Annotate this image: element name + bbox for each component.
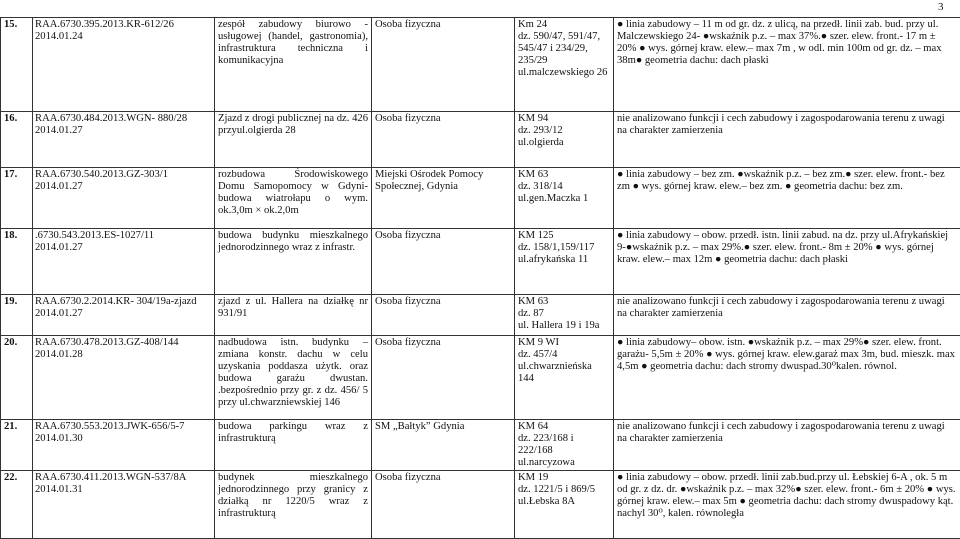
conditions-notes-line: ● linia zabudowy – obow. przedł. istn. linii zabud. na dz. przy ul.Afrykańskiej 9-●wskaźnik p.z. – max 29%.● szer. elew. front.- 8m ± 20% ● wys. górnej kraw. elew.– max 12m ● geometria dachu: dach płaski [617,230,957,266]
case-reference-line: 2014.01.30 [35,433,211,445]
location [515,112,614,168]
location-line: ul.chwarznieńska 144 [518,361,610,385]
location-line: ul.olgierda [518,137,610,149]
location-line: KM 94 [518,113,610,125]
conditions-notes [614,295,960,336]
applicant-line: Osoba fizyczna [375,337,511,349]
investment-description-line: zjazd z ul. Hallera na działkę nr 931/91 [218,296,368,320]
location [515,168,614,229]
investment-description [215,336,372,420]
applicant-line: Miejski Ośrodek Pomocy Społecznej, Gdynia [375,169,511,193]
applicant-line: Osoba fizyczna [375,113,511,125]
location-line: ul.gen.Maczka 1 [518,193,610,205]
page-number: 3 [938,1,944,13]
row-number [1,420,33,471]
location-line: KM 9 WI [518,337,610,349]
investment-description [215,420,372,471]
location-line: ul.Łebska 8A [518,496,610,508]
location-line: dz. 590/47, 591/47, 545/47 i 234/29, 235/29 [518,31,610,67]
applicant-line: SM „Bałtyk” Gdynia [375,421,511,433]
conditions-notes-line: ● linia zabudowy– obow. istn. ●wskaźnik p.z. – max 29%● szer. elew. front. garażu- 5,5m ± 20% ● wys. górnej kraw. elew.garaż max 3m, bud. mieszk. max 4,5m ● geometria dachu: dach stromy dwuspad.30⁰kalen. równol. [617,337,957,373]
decisions-table [0,17,960,539]
case-reference [33,168,215,229]
case-reference-line: RAA.6730.484.2013.WGN- 880/28 [35,113,211,125]
case-reference [33,112,215,168]
location-line: KM 19 [518,472,610,484]
location-line: ul. Hallera 19 i 19a [518,320,610,332]
case-reference-line: 2014.01.31 [35,484,211,496]
applicant [372,420,515,471]
case-reference [33,336,215,420]
location-line: dz. 87 [518,308,610,320]
location-line: dz. 223/168 i 222/168 [518,433,610,457]
location [515,336,614,420]
location-line: dz. 158/1,159/117 [518,242,610,254]
case-reference-line: RAA.6730.478.2013.GZ-408/144 [35,337,211,349]
conditions-notes-line: ● linia zabudowy – obow. przedł. linii zab.bud.przy ul. Łebskiej 6-A , ok. 5 m od gr. z dz. dr. ●wskaźnik p.z. – max 32%● szer. elew. front.- 6m ± 20% ● wys. górnej kraw. elew.– max 5m ● geometria dachu: dach stromy dwuspadowy kąt. nachyl 30⁰, kalen. równoległa [617,472,957,520]
table-row [1,336,960,420]
location [515,420,614,471]
row-number-line: 19. [4,296,29,308]
row-number-line: 21. [4,421,29,433]
location [515,18,614,112]
case-reference [33,420,215,471]
location-line: ul.afrykańska 11 [518,254,610,266]
case-reference [33,229,215,295]
case-reference [33,295,215,336]
conditions-notes [614,420,960,471]
location [515,295,614,336]
row-number-line: 18. [4,230,29,242]
conditions-notes-line: ● linia zabudowy – 11 m od gr. dz. z ulicą, na przedł. linii zab. bud. przy ul. Malczewskiego 24- ●wskaźnik p.z. – max 37%.● szer. elew. front.- 17 m ± 20% ● wys. górnej kraw. elew.– max 7m , w odl. min 100m od gr. dz. – max 38m● geometria dachu: dach płaski [617,19,957,67]
case-reference-line: 2014.01.27 [35,308,211,320]
applicant [372,168,515,229]
row-number-line: 20. [4,337,29,349]
investment-description [215,112,372,168]
conditions-notes [614,336,960,420]
table-row [1,229,960,295]
case-reference-line: RAA.6730.553.2013.JWK-656/5-7 [35,421,211,433]
location-line: KM 64 [518,421,610,433]
row-number-line: 17. [4,169,29,181]
location-line: KM 125 [518,230,610,242]
location-line: KM 63 [518,169,610,181]
case-reference-line: 2014.01.24 [35,31,211,43]
investment-description-line: nadbudowa istn. budynku – zmiana konstr. dachu w celu uzyskania poddasza użytk. oraz budowa garażu dwustan. .bezpośrednio przy gr. z dz. 456/ 5 przy ul.chwarzniewskiej 146 [218,337,368,409]
investment-description [215,295,372,336]
investment-description-line: Zjazd z drogi publicznej na dz. 426 przyul.olgierda 28 [218,113,368,137]
conditions-notes-line: ● linia zabudowy – bez zm. ●wskaźnik p.z. – bez zm.● szer. elew. front.- bez zm ● wys. górnej kraw. elew.– bez zm. ● geometria dachu: bez zm. [617,169,957,193]
applicant [372,295,515,336]
investment-description-line: zespół zabudowy biurowo - usługowej (handel, gastronomia), infrastruktura techniczna i komunikacyjna [218,19,368,67]
location-line: dz. 457/4 [518,349,610,361]
case-reference [33,471,215,539]
applicant [372,112,515,168]
investment-description [215,168,372,229]
location-line: Km 24 [518,19,610,31]
table-row [1,112,960,168]
applicant [372,336,515,420]
investment-description [215,471,372,539]
case-reference-line: RAA.6730.2.2014.KR- 304/19a-zjazd [35,296,211,308]
case-reference-line: 2014.01.28 [35,349,211,361]
case-reference-line: 2014.01.27 [35,181,211,193]
location [515,229,614,295]
location-line: KM 63 [518,296,610,308]
conditions-notes [614,168,960,229]
investment-description-line: budynek mieszkalnego jednorodzinnego przy granicy z działką nr 1220/5 wraz z infrastrukturą [218,472,368,520]
conditions-notes-line: nie analizowano funkcji i cech zabudowy i zagospodarowania terenu z uwagi na charakter zamierzenia [617,296,957,320]
row-number-line: 15. [4,19,29,31]
conditions-notes [614,229,960,295]
applicant-line: Osoba fizyczna [375,19,511,31]
investment-description-line: rozbudowa Środowiskowego Domu Samopomocy w Gdyni-budowa wiatrołapu o wym. ok.3,0m × ok.2,0m [218,169,368,217]
row-number-line: 16. [4,113,29,125]
applicant [372,229,515,295]
conditions-notes [614,471,960,539]
location [515,471,614,539]
row-number [1,295,33,336]
table-row [1,420,960,471]
table-row [1,471,960,539]
investment-description [215,18,372,112]
location-line: ul.narcyzowa [518,457,610,469]
conditions-notes [614,112,960,168]
conditions-notes [614,18,960,112]
applicant-line: Osoba fizyczna [375,472,511,484]
case-reference-line: RAA.6730.411.2013.WGN-537/8A [35,472,211,484]
conditions-notes-line: nie analizowano funkcji i cech zabudowy i zagospodarowania terenu z uwagi na charakter zamierzenia [617,113,957,137]
investment-description-line: budowa budynku mieszkalnego jednorodzinnego wraz z infrastr. [218,230,368,254]
conditions-notes-line: nie analizowano funkcji i cech zabudowy i zagospodarowania terenu z uwagi na charakter zamierzenia [617,421,957,445]
case-reference [33,18,215,112]
location-line: ul.malczewskiego 26 [518,67,610,79]
table-row [1,18,960,112]
row-number [1,18,33,112]
applicant-line: Osoba fizyczna [375,230,511,242]
row-number [1,229,33,295]
case-reference-line: 2014.01.27 [35,242,211,254]
case-reference-line: 2014.01.27 [35,125,211,137]
row-number [1,168,33,229]
table-row [1,295,960,336]
applicant [372,471,515,539]
row-number-line: 22. [4,472,29,484]
row-number [1,471,33,539]
applicant [372,18,515,112]
case-reference-line: .6730.543.2013.ES-1027/11 [35,230,211,242]
case-reference-line: RAA.6730.540.2013.GZ-303/1 [35,169,211,181]
location-line: dz. 1221/5 i 869/5 [518,484,610,496]
row-number [1,336,33,420]
table-row [1,168,960,229]
row-number [1,112,33,168]
investment-description [215,229,372,295]
applicant-line: Osoba fizyczna [375,296,511,308]
case-reference-line: RAA.6730.395.2013.KR-612/26 [35,19,211,31]
location-line: dz. 318/14 [518,181,610,193]
investment-description-line: budowa parkingu wraz z infrastrukturą [218,421,368,445]
location-line: dz. 293/12 [518,125,610,137]
